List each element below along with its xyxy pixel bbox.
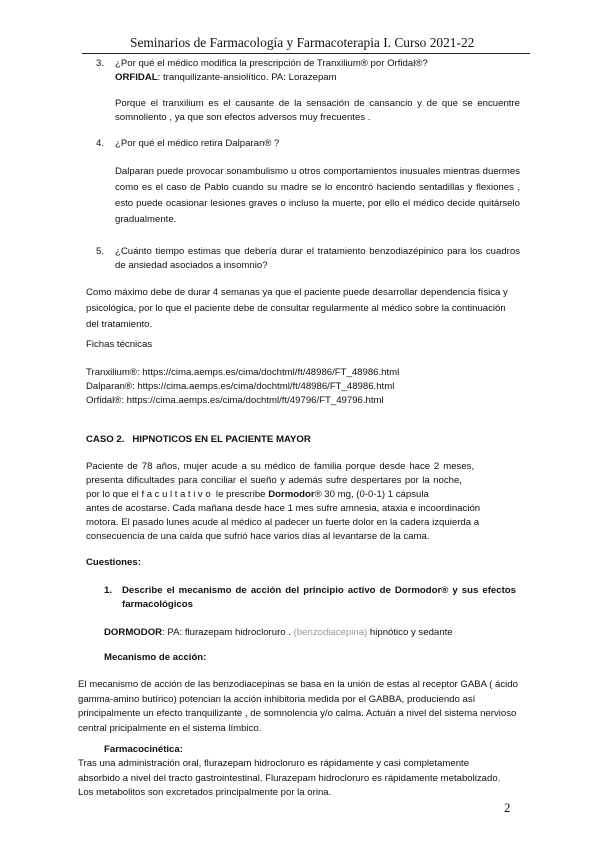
dormodor-pa: : PA: flurazepam hidrocloruro . <box>162 627 294 638</box>
q3-orfidal-line <box>115 71 337 85</box>
caso2-line-3-start: por lo que el <box>86 489 142 500</box>
dormodor-effect: hipnótico y sedante <box>367 627 453 638</box>
ficha-link-orfidal[interactable]: Orfidal®: https://cima.aemps.es/cima/dochtml/ft/49796/FT_49796.html <box>86 395 384 406</box>
caso2-facultativo: facultativo <box>141 489 214 500</box>
caso2-drug-name: Dormodor <box>268 489 315 500</box>
cuestiones-q1-text: Describe el mecanismo de acción del principio activo de Dormodor® y sus efectos farmacológicos <box>122 585 516 610</box>
mecanismo-title: Mecanismo de acción: <box>104 652 207 663</box>
caso2-line-5: motora. El pasado lunes acude al médico al padecer un fuerte dolor en la cadera izquierda a <box>86 517 480 528</box>
q4-number: 4. <box>96 138 105 149</box>
q3-number: 3. <box>96 58 105 69</box>
dormodor-line <box>104 626 453 640</box>
caso2-line-2: presenta dificultades para conciliar el sueño y además sufre despertares por la noche, <box>86 475 462 486</box>
caso2-line-3-mid: le prescribe <box>213 489 269 500</box>
dormodor-class: (benzodiacepina) <box>293 627 368 638</box>
q4-question: ¿Por qué el médico retira Dalparan® ? <box>115 138 280 149</box>
farmacocinetica-title: Farmacocinética: <box>104 744 183 755</box>
caso2-line-6: consecuencia de una caída que sufrió hace varios días al levantarse de la cama. <box>86 531 430 542</box>
caso2-line-3 <box>86 488 429 502</box>
q4-answer: Dalparan puede provocar sonambulismo u otros comportamientos inusuales mientras duermes como es el caso de Pablo cuando su madre se lo encontró haciendo sentadillas y flexiones , esto puede ocasionar lesiones graves o incluso la muerte, por ello el médico decide quitárselo gradualmente. <box>115 166 520 225</box>
q5-answer: Como máximo debe de durar 4 semanas ya que el paciente puede desarrollar dependencia física y psicológica, por lo que el paciente debe de consultar regularmente al médico sobre la continuación del tratamiento. <box>86 287 508 330</box>
q5-question: ¿Cuánto tiempo estimas que debería durar el tratamiento benzodiazépinico para los cuadros de ansiedad asociados a insomnio? <box>115 246 520 271</box>
mecanismo-text: El mecanismo de acción de las benzodiacepinas se basa en la unión de estas al receptor GABA ( ácido gamma-amino butírico) potencian la acción inhibitoria medida por el GABBA, produciendo así principalmente un efecto tranquilizante , de somnolencia y/o calma. Actuán a nivel del sistema nervioso central pricipalmente en el sistema límbico. <box>78 679 518 734</box>
page-header-title: Seminarios de Farmacología y Farmacoterapia I. Curso 2021-22 <box>130 35 475 50</box>
caso2-dose: ® 30 mg, (0-0-1) 1 cápsula <box>314 489 429 500</box>
q5-number: 5. <box>96 246 105 257</box>
farmacocinetica-text: Tras una administración oral, flurazepam hidrocloruro es rápidamente y casi completamente absorbido a nivel del tracto gastrointestinal. Flurazepam hidrocloruro es rápidamente metabolizado. Los metabolitos son excretados principalmente por la orina. <box>78 758 501 798</box>
caso2-title: CASO 2. HIPNOTICOS EN EL PACIENTE MAYOR <box>86 434 311 445</box>
q3-question: ¿Por qué el médico modifica la prescripción de Tranxilium® por Orfidal®? <box>115 58 428 69</box>
q3-answer: Porque el tranxilium es el causante de la sensación de cansancio y de que se encuentre somnoliento , ya que son efectos adversos muy frecuentes . <box>115 98 520 123</box>
header-divider <box>82 53 530 54</box>
caso2-line-1: Paciente de 78 años, mujer acude a su médico de familia porque desde hace 2 meses, <box>86 461 475 472</box>
page-number: 2 <box>504 800 511 815</box>
orfidal-description: : tranquilizante-ansiolítico. PA: Lorazepam <box>157 72 337 83</box>
ficha-link-dalparan[interactable]: Dalparan®: https://cima.aemps.es/cima/dochtml/ft/48986/FT_48986.html <box>86 381 395 392</box>
caso2-line-4: antes de acostarse. Cada mañana desde hace 1 mes sufre amnesia, ataxia e incoordinación <box>86 503 481 514</box>
fichas-title: Fichas técnicas <box>86 339 153 350</box>
cuestiones-title: Cuestiones: <box>86 557 141 568</box>
orfidal-label: ORFIDAL <box>115 72 158 83</box>
ficha-link-tranxilium[interactable]: Tranxilium®: https://cima.aemps.es/cima/dochtml/ft/48986/FT_48986.html <box>86 367 400 378</box>
dormodor-label: DORMODOR <box>104 627 163 638</box>
cuestiones-q1-number: 1. <box>104 585 113 596</box>
